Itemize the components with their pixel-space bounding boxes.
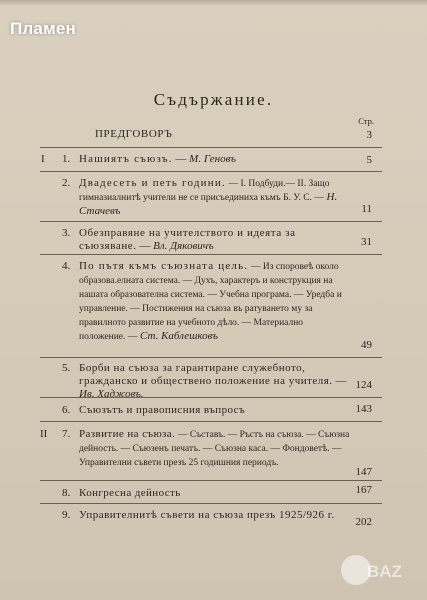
toc-page-number: 143	[355, 403, 372, 415]
toc-entry-3	[79, 227, 351, 253]
toc-page-number: 31	[361, 236, 372, 248]
divider	[40, 147, 382, 148]
toc-entry-1: Нашиятъ съюзъ. — М. Геновъ	[79, 153, 236, 165]
toc-entry-preface	[95, 128, 172, 141]
toc-entry-title: Обезправяне на учителството и идеята за съюзяване.	[79, 227, 296, 252]
toc-entry-number: 7.	[62, 428, 71, 440]
toc-entry-title: Съюзътъ и правописния въпросъ	[79, 404, 246, 416]
toc-entry-title: Конгресна дейность	[79, 487, 181, 499]
toc-entry-number: 1.	[62, 153, 71, 165]
toc-entry-author: Н. Стачевъ	[79, 191, 338, 217]
toc-entry-author: Ст. Каблешковъ	[140, 330, 218, 342]
toc-entry-subtitle: —	[139, 240, 151, 252]
toc-page-number: 167	[355, 484, 372, 496]
toc-entry-author: М. Геновъ	[189, 153, 236, 165]
page-column-label: Стр.	[358, 116, 374, 126]
divider	[40, 221, 382, 222]
toc-entry-number: 8.	[62, 487, 71, 499]
toc-entry-4	[79, 260, 351, 344]
toc-entry-number: 9.	[62, 509, 71, 521]
toc-entry-9	[79, 509, 351, 522]
toc-entry-author: Ив. Хаджовъ.	[79, 388, 144, 400]
divider	[40, 171, 382, 172]
toc-entry-subtitle: — I. Подбуди.— II. Защо гимназиалнитѣ учители не се присъединиха къмъ Б. У. С. —	[79, 179, 330, 203]
seller-watermark: Пламен	[10, 19, 76, 38]
logo-text: BAZ	[367, 562, 402, 581]
toc-entry-number: 5.	[62, 362, 71, 374]
toc-part-marker: II	[40, 428, 48, 440]
toc-page-number: 147	[355, 466, 372, 478]
toc-entry-author: Вл. Дяковичъ	[153, 240, 214, 252]
toc-entry-title: Управителнитѣ съвети на съюза презъ 1925/926 г.	[79, 509, 335, 521]
toc-page-number: 5	[366, 154, 372, 166]
toc-entry-title: По пътя къмъ съюзната цель.	[79, 260, 249, 272]
divider	[40, 503, 382, 504]
divider	[40, 357, 382, 358]
toc-entry-subtitle: — Из споровеѣ около образова.елната система. — Духъ, характеръ и конструкция на нашата образователна система. — Учебна програма. — Уредба и управление. — Постижения на съюза въ ратуването му за правилното развитие на учебното дѣло. — Материално положение. —	[79, 262, 342, 342]
divider	[40, 480, 382, 481]
divider	[40, 254, 382, 255]
site-logo	[341, 554, 421, 594]
toc-entry-subtitle: —	[335, 375, 347, 387]
toc-page-number: 202	[355, 516, 372, 528]
toc-entry-title: ПРЕДГОВОРЪ	[95, 128, 173, 140]
toc-entry-title: Двадесеть и петь години.	[79, 177, 226, 189]
toc-page-number: 11	[361, 203, 372, 215]
toc-entry-title: Развитие на съюза.	[79, 428, 176, 440]
toc-page-number: 124	[355, 379, 372, 391]
toc-entry-number: 2.	[62, 177, 71, 189]
toc-page-number: 3	[366, 129, 372, 141]
toc-entry-7	[79, 428, 351, 470]
divider	[40, 421, 382, 422]
toc-part-marker: I	[41, 153, 45, 165]
toc-entry-8	[79, 487, 339, 500]
divider	[40, 397, 382, 398]
toc-page-number: 49	[361, 339, 372, 351]
page-title: Съдържание.	[153, 90, 274, 109]
toc-entry-number: 3.	[62, 227, 71, 239]
toc-entry-title: Борби на съюза за гарантиране служебното, гражданско и обществено положение на учителя.	[79, 362, 333, 387]
toc-entry-subtitle: — Съставъ. — Ръстъ на съюза. — Съюзна дейность. — Съюзенъ печатъ. — Съюзна каса. — Фондоветѣ. — Управителни съвети презъ 25 годишния периодъ.	[79, 430, 350, 468]
toc-entry-2	[79, 177, 351, 218]
toc-entry-6	[79, 404, 339, 417]
toc-entry-number: 4.	[62, 260, 71, 272]
toc-entry-number: 6.	[62, 404, 71, 416]
toc-entry-title: Нашиятъ съюзъ.	[79, 153, 173, 165]
toc-entry-5	[79, 362, 351, 401]
